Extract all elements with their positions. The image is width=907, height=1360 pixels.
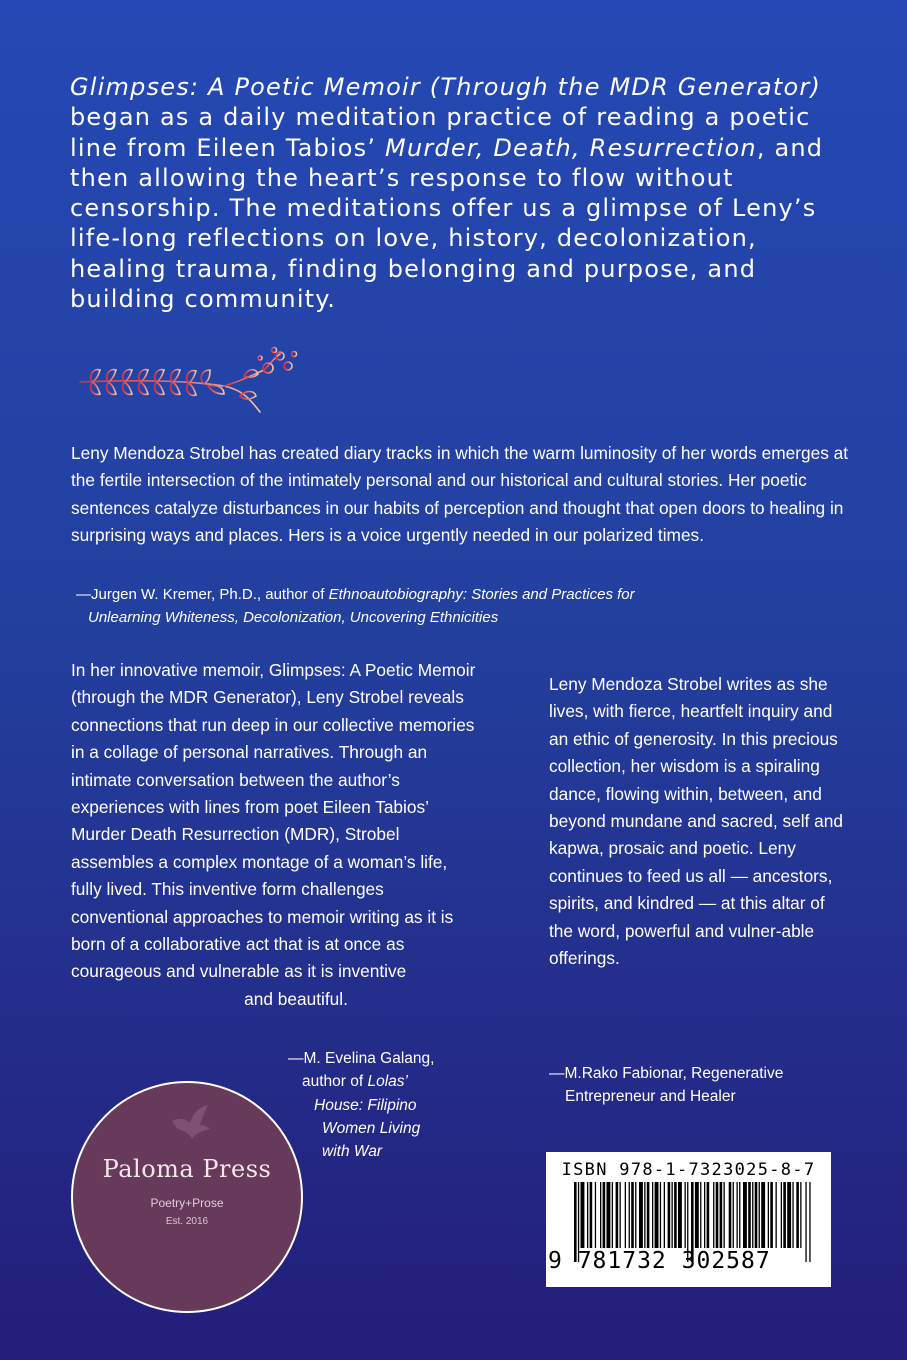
barcode-bar xyxy=(743,1182,747,1248)
endorsement-quote-galang xyxy=(71,657,481,1013)
barcode-bar xyxy=(612,1182,613,1248)
barcode-bar xyxy=(603,1182,606,1248)
isbn-barcode xyxy=(546,1152,831,1287)
barcode-bar xyxy=(800,1182,801,1248)
quote-ending: and beautiful. xyxy=(244,988,348,1009)
attribution-book-line-3: Women Living xyxy=(322,1119,421,1137)
barcode-bar xyxy=(748,1182,751,1248)
endorsement-attribution-fabionar xyxy=(549,1062,849,1109)
barcode-bar xyxy=(595,1182,596,1248)
publisher-name: Paloma Press xyxy=(102,1155,272,1183)
barcode-bar xyxy=(768,1182,769,1248)
attribution-book-line-1 xyxy=(288,1070,488,1093)
barcode-bar xyxy=(600,1182,601,1248)
barcode-bar xyxy=(625,1182,626,1248)
attribution-book-line-1: Ethnoautobiography: Stories and Practices for xyxy=(328,586,635,603)
barcode-bar xyxy=(587,1182,588,1248)
barcode-bar xyxy=(668,1182,671,1248)
attribution-book-part-1: Lolas’ xyxy=(367,1073,408,1091)
quote-text: In her innovative memoir, Glimpses: A Poetic Memoir (through the MDR Generator), Leny Strobel reveals connections that run deep in our collective memories in a collage of personal narratives. Through an intimate conversation between the author’s experiences with lines from poet Eileen Tabios’ Murder Death Resurrection (MDR), Strobel assembles a complex montage of a woman’s life, fully lived. This inventive form challenges conventional approaches to memoir writing as it is born of a collaborative act that is at once as courageous and vulnerable as it is inventive xyxy=(71,660,476,982)
publisher-tagline: Poetry+Prose xyxy=(150,1196,224,1210)
barcode-bar xyxy=(781,1182,782,1248)
endorsement-quote-kremer: Leny Mendoza Strobel has created diary tracks in which the warm luminosity of her words emerges at the fertile intersection of the intimately personal and our historical and cultural stories. Her poetic sentences catalyze disturbances in our habits of perception and thought that open doors to healing in surprising ways and places. Hers is a voice urgently needed in our polarized times. xyxy=(71,443,849,546)
barcode-bar xyxy=(704,1182,705,1248)
barcode-bar xyxy=(616,1182,619,1248)
barcode-bar xyxy=(590,1182,593,1248)
attribution-book-line-2: House: Filipino xyxy=(314,1096,417,1114)
barcode-bar xyxy=(620,1182,621,1248)
endorsement-attribution-galang xyxy=(288,1047,488,1163)
barcode-bar xyxy=(796,1182,799,1248)
blurb-book-title: Glimpses: A Poetic Memoir (Through the MDR Generator) xyxy=(70,73,822,101)
barcode-bar xyxy=(716,1182,719,1248)
barcode-bar xyxy=(755,1182,758,1248)
barcode-bar xyxy=(737,1182,738,1248)
attribution-line-1: —M.Rako Fabionar, Regenerative xyxy=(549,1065,784,1082)
barcode-bar xyxy=(678,1182,682,1248)
barcode-bar xyxy=(792,1182,793,1248)
barcode-bar xyxy=(674,1182,677,1248)
isbn-label: ISBN 978-1-7323025-8-7 xyxy=(561,1160,816,1180)
barcode-bar xyxy=(664,1182,665,1248)
publisher-logo xyxy=(71,1081,303,1313)
barcode-bar xyxy=(652,1182,653,1248)
barcode-bar xyxy=(639,1182,643,1248)
barcode-bar xyxy=(695,1182,699,1248)
barcode-bar xyxy=(776,1182,777,1248)
barcode-bar xyxy=(713,1182,714,1248)
blurb-text-b: , and then allowing the heart’s response to flow without censorship. The meditations offer us a glimpse of Leny’s life-long reflections on love, history, decolonization, healing trauma, finding belonging and purpose, and building community. xyxy=(70,133,824,314)
blurb-book-reference: Murder, Death, Resurrection xyxy=(385,133,757,162)
barcode-bar xyxy=(672,1182,673,1248)
barcode-bar xyxy=(770,1182,773,1248)
isbn-digits: 9 781732 302587 xyxy=(548,1248,771,1274)
barcode-bar xyxy=(729,1182,732,1248)
barcode-bar xyxy=(655,1182,659,1248)
barcode-bar xyxy=(720,1182,723,1248)
barcode-bar xyxy=(787,1182,791,1248)
barcode-bar xyxy=(724,1182,725,1248)
barcode-bar xyxy=(660,1182,661,1248)
barcode-bar xyxy=(752,1182,753,1248)
barcode-bar xyxy=(759,1182,760,1248)
endorsement-quote-fabionar: Leny Mendoza Strobel writes as she lives, with fierce, heartfelt inquiry and an ethic of generosity. In this precious collection, her wisdom is a spiraling dance, flowing within, between, and beyond mundane and sacred, self and kapwa, prosaic and poetic. Leny continues to feed us all — ancestors, spirits, and kindred — at this altar of the word, powerful and vulner-able offerings. xyxy=(549,674,843,969)
cover-blurb xyxy=(70,72,840,314)
attribution-book-line-4: with War xyxy=(322,1143,383,1161)
barcode-bar xyxy=(629,1182,630,1248)
blurb-text-a: began as a daily meditation practice of reading a poetic line from Eileen Tabios’ xyxy=(70,103,811,162)
floral-sprig-icon xyxy=(74,346,314,418)
attribution-line-2: Entrepreneur and Healer xyxy=(565,1088,736,1106)
endorsement-attribution-kremer xyxy=(76,583,866,629)
barcode-bar xyxy=(644,1182,645,1248)
barcode-bar xyxy=(581,1182,585,1248)
attribution-author: —M. Evelina Galang, xyxy=(288,1050,435,1067)
barcode-bar xyxy=(707,1182,710,1248)
attribution-author: —Jurgen W. Kremer, Ph.D., author of xyxy=(76,586,329,603)
barcode-bar xyxy=(647,1182,650,1248)
barcode-bar xyxy=(631,1182,634,1248)
barcode-bar xyxy=(761,1182,765,1248)
barcode-bar xyxy=(607,1182,611,1248)
barcode-bar xyxy=(783,1182,786,1248)
barcode-bar xyxy=(635,1182,636,1248)
dove-icon xyxy=(166,1099,214,1147)
attribution-book-line-2: Unlearning Whiteness, Decolonization, Uncovering Ethnicities xyxy=(88,609,499,626)
barcode-bar xyxy=(700,1182,701,1248)
barcode-bar xyxy=(739,1182,740,1248)
publisher-established: Est. 2016 xyxy=(165,1216,209,1227)
barcode-bar xyxy=(685,1182,686,1248)
attribution-prefix: author of xyxy=(302,1073,368,1091)
barcode-bar xyxy=(733,1182,734,1248)
